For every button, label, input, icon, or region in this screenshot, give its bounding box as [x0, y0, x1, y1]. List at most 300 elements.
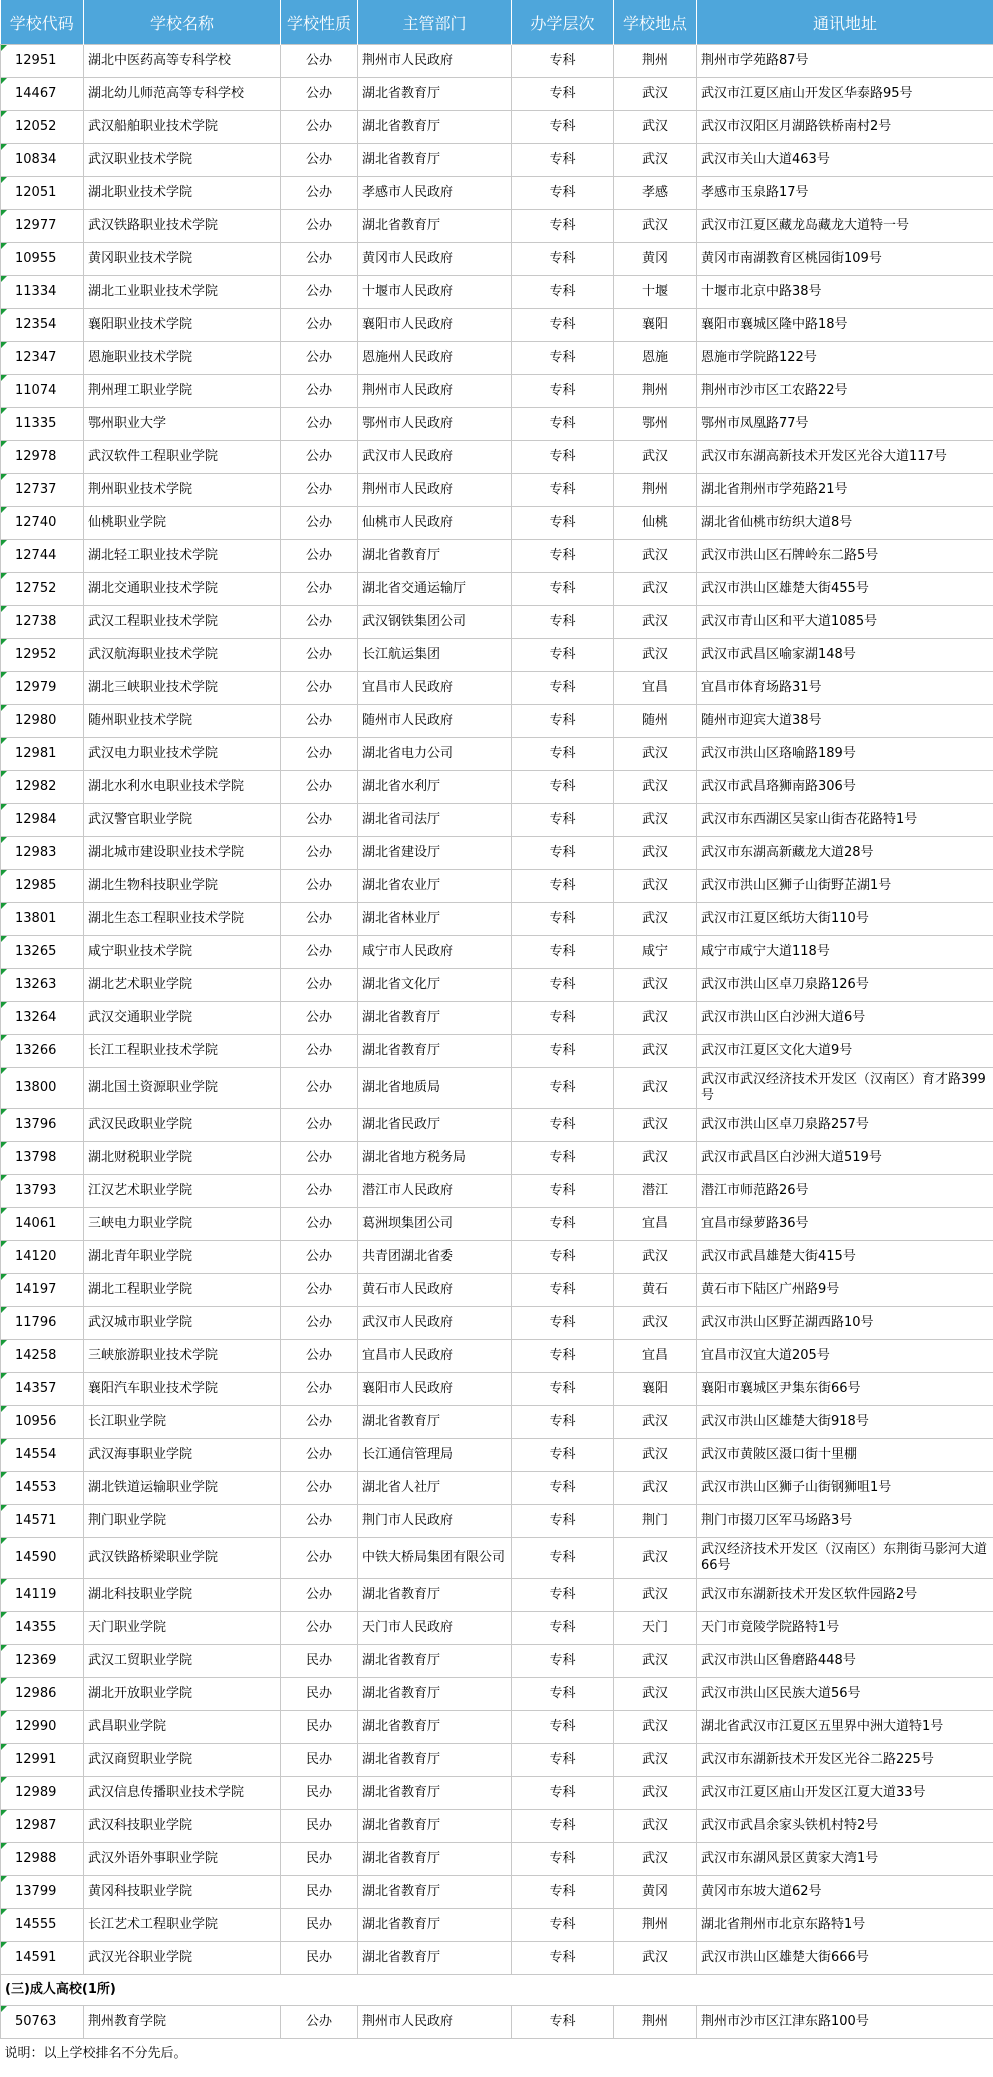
cell-nature: 公办 [281, 1208, 358, 1241]
cell-level: 专科 [512, 1843, 614, 1876]
cell-name: 武昌职业学院 [84, 1711, 281, 1744]
cell-level: 专科 [512, 1678, 614, 1711]
cell-name: 湖北青年职业学院 [84, 1241, 281, 1274]
cell-level: 专科 [512, 804, 614, 837]
cell-location: 武汉 [614, 804, 697, 837]
cell-name: 武汉船舶职业技术学院 [84, 111, 281, 144]
cell-code: 12051 [1, 177, 84, 210]
cell-location: 武汉 [614, 639, 697, 672]
cell-authority: 湖北省教育厅 [358, 1406, 512, 1439]
cell-address: 武汉市东湖高新藏龙大道28号 [697, 837, 993, 870]
table-row [1, 375, 993, 408]
cell-code: 14357 [1, 1373, 84, 1406]
cell-nature: 公办 [281, 1406, 358, 1439]
table-row [1, 1678, 993, 1711]
table-row [1, 540, 993, 573]
cell-name: 湖北艺术职业学院 [84, 969, 281, 1002]
table-row [1, 1373, 993, 1406]
cell-location: 武汉 [614, 1843, 697, 1876]
cell-code: 12980 [1, 705, 84, 738]
cell-nature: 民办 [281, 1909, 358, 1942]
col-header-authority: 主管部门 [358, 0, 512, 45]
cell-address: 湖北省武汉市江夏区五里界中洲大道特1号 [697, 1711, 993, 1744]
cell-location: 武汉 [614, 441, 697, 474]
cell-nature: 公办 [281, 969, 358, 1002]
table-row [1, 1744, 993, 1777]
cell-level: 专科 [512, 1909, 614, 1942]
cell-authority: 湖北省地方税务局 [358, 1142, 512, 1175]
cell-authority: 荆门市人民政府 [358, 1505, 512, 1538]
cell-address: 武汉市江夏区文化大道9号 [697, 1035, 993, 1068]
cell-address: 武汉市武昌雄楚大街415号 [697, 1241, 993, 1274]
cell-code: 14119 [1, 1579, 84, 1612]
cell-code: 13266 [1, 1035, 84, 1068]
cell-location: 武汉 [614, 903, 697, 936]
table-row [1, 276, 993, 309]
col-header-address: 通讯地址 [697, 0, 993, 45]
cell-authority: 湖北省教育厅 [358, 1035, 512, 1068]
cell-name: 襄阳职业技术学院 [84, 309, 281, 342]
cell-address: 武汉市东湖新技术开发区软件园路2号 [697, 1579, 993, 1612]
section-row [1, 1975, 993, 2006]
cell-name: 武汉软件工程职业学院 [84, 441, 281, 474]
cell-level: 专科 [512, 408, 614, 441]
cell-location: 武汉 [614, 1810, 697, 1843]
cell-nature: 公办 [281, 1538, 358, 1579]
cell-level: 专科 [512, 1505, 614, 1538]
cell-nature: 公办 [281, 804, 358, 837]
cell-nature: 公办 [281, 1142, 358, 1175]
cell-address: 武汉市江夏区藏龙岛藏龙大道特一号 [697, 210, 993, 243]
cell-level: 专科 [512, 111, 614, 144]
cell-nature: 公办 [281, 606, 358, 639]
cell-address: 黄冈市东坡大道62号 [697, 1876, 993, 1909]
table-row [1, 1876, 993, 1909]
cell-address: 武汉市武昌珞狮南路306号 [697, 771, 993, 804]
cell-nature: 公办 [281, 45, 358, 78]
cell-level: 专科 [512, 1612, 614, 1645]
cell-authority: 湖北省教育厅 [358, 1909, 512, 1942]
table-row [1, 1274, 993, 1307]
table-header [1, 0, 993, 45]
cell-location: 潜江 [614, 1175, 697, 1208]
cell-level: 专科 [512, 1340, 614, 1373]
cell-address: 荆州市学苑路87号 [697, 45, 993, 78]
cell-level: 专科 [512, 441, 614, 474]
cell-nature: 公办 [281, 738, 358, 771]
cell-address: 荆门市掇刀区军马场路3号 [697, 1505, 993, 1538]
table-row [1, 837, 993, 870]
cell-location: 武汉 [614, 1645, 697, 1678]
cell-location: 武汉 [614, 1307, 697, 1340]
cell-location: 荆州 [614, 2006, 697, 2039]
cell-address: 武汉市东湖风景区黄家大湾1号 [697, 1843, 993, 1876]
cell-location: 武汉 [614, 1109, 697, 1142]
cell-authority: 武汉市人民政府 [358, 1307, 512, 1340]
cell-name: 长江职业学院 [84, 1406, 281, 1439]
cell-name: 武汉光谷职业学院 [84, 1942, 281, 1975]
table-row [1, 309, 993, 342]
cell-nature: 公办 [281, 276, 358, 309]
cell-address: 武汉市洪山区狮子山街钢狮咀1号 [697, 1472, 993, 1505]
cell-nature: 公办 [281, 672, 358, 705]
cell-level: 专科 [512, 1208, 614, 1241]
cell-name: 湖北三峡职业技术学院 [84, 672, 281, 705]
cell-code: 13263 [1, 969, 84, 1002]
cell-location: 武汉 [614, 540, 697, 573]
table-row [1, 1505, 993, 1538]
cell-level: 专科 [512, 639, 614, 672]
cell-authority: 湖北省人社厅 [358, 1472, 512, 1505]
cell-authority: 中铁大桥局集团有限公司 [358, 1538, 512, 1579]
cell-name: 荆州理工职业学院 [84, 375, 281, 408]
cell-nature: 公办 [281, 837, 358, 870]
cell-level: 专科 [512, 1109, 614, 1142]
cell-code: 14061 [1, 1208, 84, 1241]
cell-nature: 民办 [281, 1645, 358, 1678]
cell-location: 十堰 [614, 276, 697, 309]
table-row [1, 1142, 993, 1175]
cell-nature: 公办 [281, 1612, 358, 1645]
cell-code: 13265 [1, 936, 84, 969]
cell-nature: 公办 [281, 342, 358, 375]
cell-code: 13799 [1, 1876, 84, 1909]
cell-name: 随州职业技术学院 [84, 705, 281, 738]
cell-name: 武汉铁路桥梁职业学院 [84, 1538, 281, 1579]
cell-authority: 湖北省教育厅 [358, 1810, 512, 1843]
footnote: 说明：以上学校排名不分先后。 [4, 2046, 187, 2061]
col-header-level: 办学层次 [512, 0, 614, 45]
cell-address: 武汉市东湖高新技术开发区光谷大道117号 [697, 441, 993, 474]
cell-code: 12977 [1, 210, 84, 243]
cell-authority: 鄂州市人民政府 [358, 408, 512, 441]
cell-level: 专科 [512, 1439, 614, 1472]
table-row [1, 705, 993, 738]
cell-level: 专科 [512, 903, 614, 936]
table-row [1, 45, 993, 78]
cell-authority: 湖北省民政厅 [358, 1109, 512, 1142]
cell-code: 12369 [1, 1645, 84, 1678]
cell-name: 湖北交通职业技术学院 [84, 573, 281, 606]
cell-name: 武汉民政职业学院 [84, 1109, 281, 1142]
cell-location: 鄂州 [614, 408, 697, 441]
cell-name: 湖北开放职业学院 [84, 1678, 281, 1711]
cell-nature: 公办 [281, 1579, 358, 1612]
cell-location: 武汉 [614, 738, 697, 771]
table-row [1, 1208, 993, 1241]
cell-location: 武汉 [614, 1035, 697, 1068]
cell-address: 武汉市洪山区鲁磨路448号 [697, 1645, 993, 1678]
cell-authority: 十堰市人民政府 [358, 276, 512, 309]
cell-location: 荆门 [614, 1505, 697, 1538]
cell-level: 专科 [512, 1942, 614, 1975]
cell-name: 江汉艺术职业学院 [84, 1175, 281, 1208]
cell-code: 12979 [1, 672, 84, 705]
cell-code: 14258 [1, 1340, 84, 1373]
cell-code: 14553 [1, 1472, 84, 1505]
cell-location: 黄冈 [614, 243, 697, 276]
table-row [1, 903, 993, 936]
cell-nature: 公办 [281, 243, 358, 276]
cell-name: 三峡旅游职业技术学院 [84, 1340, 281, 1373]
cell-address: 武汉市关山大道463号 [697, 144, 993, 177]
cell-nature: 公办 [281, 78, 358, 111]
cell-location: 武汉 [614, 1711, 697, 1744]
cell-nature: 公办 [281, 441, 358, 474]
cell-nature: 公办 [281, 540, 358, 573]
cell-address: 孝感市玉泉路17号 [697, 177, 993, 210]
cell-address: 武汉市洪山区野芷湖西路10号 [697, 1307, 993, 1340]
cell-location: 恩施 [614, 342, 697, 375]
table-row [1, 210, 993, 243]
cell-code: 12986 [1, 1678, 84, 1711]
cell-address: 武汉市洪山区卓刀泉路257号 [697, 1109, 993, 1142]
cell-nature: 公办 [281, 870, 358, 903]
cell-location: 武汉 [614, 1579, 697, 1612]
cell-location: 武汉 [614, 1241, 697, 1274]
table-row [1, 1307, 993, 1340]
cell-name: 湖北科技职业学院 [84, 1579, 281, 1612]
cell-code: 12740 [1, 507, 84, 540]
cell-authority: 湖北省教育厅 [358, 78, 512, 111]
cell-authority: 黄冈市人民政府 [358, 243, 512, 276]
col-header-code: 学校代码 [1, 0, 84, 45]
cell-nature: 民办 [281, 1942, 358, 1975]
cell-location: 宜昌 [614, 1208, 697, 1241]
cell-address: 武汉市武昌区白沙洲大道519号 [697, 1142, 993, 1175]
cell-level: 专科 [512, 375, 614, 408]
cell-location: 天门 [614, 1612, 697, 1645]
cell-code: 12984 [1, 804, 84, 837]
cell-name: 武汉铁路职业技术学院 [84, 210, 281, 243]
cell-nature: 公办 [281, 1241, 358, 1274]
table-row [1, 1645, 993, 1678]
cell-nature: 公办 [281, 474, 358, 507]
cell-code: 13796 [1, 1109, 84, 1142]
table-row [1, 969, 993, 1002]
cell-level: 专科 [512, 969, 614, 1002]
table-row [1, 2006, 993, 2039]
cell-nature: 公办 [281, 1505, 358, 1538]
cell-name: 咸宁职业技术学院 [84, 936, 281, 969]
cell-level: 专科 [512, 78, 614, 111]
table-row [1, 1579, 993, 1612]
cell-name: 湖北工业职业技术学院 [84, 276, 281, 309]
cell-code: 11074 [1, 375, 84, 408]
cell-nature: 公办 [281, 144, 358, 177]
table-row [1, 1942, 993, 1975]
cell-name: 武汉航海职业技术学院 [84, 639, 281, 672]
cell-address: 襄阳市襄城区隆中路18号 [697, 309, 993, 342]
cell-authority: 荆州市人民政府 [358, 474, 512, 507]
cell-authority: 潜江市人民政府 [358, 1175, 512, 1208]
cell-authority: 湖北省教育厅 [358, 1678, 512, 1711]
table-row [1, 771, 993, 804]
cell-location: 武汉 [614, 606, 697, 639]
cell-authority: 长江通信管理局 [358, 1439, 512, 1472]
cell-nature: 民办 [281, 1777, 358, 1810]
cell-nature: 民办 [281, 1744, 358, 1777]
cell-nature: 民办 [281, 1810, 358, 1843]
cell-authority: 湖北省文化厅 [358, 969, 512, 1002]
cell-code: 12989 [1, 1777, 84, 1810]
table-row [1, 672, 993, 705]
cell-code: 12991 [1, 1744, 84, 1777]
cell-level: 专科 [512, 507, 614, 540]
cell-address: 武汉经济技术开发区（汉南区）东荆街马影河大道66号 [697, 1538, 993, 1579]
cell-name: 荆州教育学院 [84, 2006, 281, 2039]
cell-nature: 公办 [281, 1274, 358, 1307]
cell-name: 武汉警官职业学院 [84, 804, 281, 837]
table-row [1, 1406, 993, 1439]
cell-name: 武汉科技职业学院 [84, 1810, 281, 1843]
cell-address: 武汉市洪山区雄楚大街918号 [697, 1406, 993, 1439]
col-header-name: 学校名称 [84, 0, 281, 45]
cell-level: 专科 [512, 1711, 614, 1744]
cell-name: 湖北幼儿师范高等专科学校 [84, 78, 281, 111]
cell-nature: 公办 [281, 936, 358, 969]
cell-location: 咸宁 [614, 936, 697, 969]
cell-name: 仙桃职业学院 [84, 507, 281, 540]
cell-code: 10834 [1, 144, 84, 177]
cell-location: 武汉 [614, 1002, 697, 1035]
cell-code: 12354 [1, 309, 84, 342]
cell-location: 武汉 [614, 771, 697, 804]
cell-address: 黄冈市南湖教育区桃园街109号 [697, 243, 993, 276]
cell-address: 十堰市北京中路38号 [697, 276, 993, 309]
cell-address: 武汉市洪山区卓刀泉路126号 [697, 969, 993, 1002]
cell-code: 11334 [1, 276, 84, 309]
col-header-nature: 学校性质 [281, 0, 358, 45]
cell-nature: 公办 [281, 507, 358, 540]
cell-authority: 襄阳市人民政府 [358, 309, 512, 342]
table-row [1, 804, 993, 837]
cell-authority: 武汉钢铁集团公司 [358, 606, 512, 639]
table-row [1, 243, 993, 276]
cell-nature: 公办 [281, 1068, 358, 1109]
cell-level: 专科 [512, 771, 614, 804]
cell-address: 湖北省仙桃市纺织大道8号 [697, 507, 993, 540]
cell-authority: 湖北省交通运输厅 [358, 573, 512, 606]
cell-address: 湖北省荆州市学苑路21号 [697, 474, 993, 507]
table-row [1, 870, 993, 903]
cell-name: 湖北水利水电职业技术学院 [84, 771, 281, 804]
cell-authority: 仙桃市人民政府 [358, 507, 512, 540]
cell-authority: 长江航运集团 [358, 639, 512, 672]
cell-authority: 湖北省教育厅 [358, 1579, 512, 1612]
table-row [1, 78, 993, 111]
cell-name: 湖北铁道运输职业学院 [84, 1472, 281, 1505]
cell-authority: 襄阳市人民政府 [358, 1373, 512, 1406]
cell-level: 专科 [512, 738, 614, 771]
cell-code: 10955 [1, 243, 84, 276]
cell-code: 50763 [1, 2006, 84, 2039]
cell-authority: 湖北省地质局 [358, 1068, 512, 1109]
cell-level: 专科 [512, 1876, 614, 1909]
cell-address: 武汉市黄陂区滠口街十里棚 [697, 1439, 993, 1472]
cell-level: 专科 [512, 276, 614, 309]
cell-location: 武汉 [614, 1406, 697, 1439]
cell-nature: 民办 [281, 1876, 358, 1909]
cell-location: 襄阳 [614, 1373, 697, 1406]
cell-authority: 湖北省教育厅 [358, 540, 512, 573]
cell-authority: 湖北省教育厅 [358, 1711, 512, 1744]
cell-code: 12347 [1, 342, 84, 375]
cell-address: 武汉市武昌区喻家湖148号 [697, 639, 993, 672]
cell-name: 武汉外语外事职业学院 [84, 1843, 281, 1876]
table-row [1, 441, 993, 474]
cell-level: 专科 [512, 1035, 614, 1068]
cell-location: 荆州 [614, 375, 697, 408]
table-row [1, 1777, 993, 1810]
cell-location: 武汉 [614, 969, 697, 1002]
cell-location: 黄冈 [614, 1876, 697, 1909]
cell-address: 武汉市武汉经济技术开发区（汉南区）育才路399号 [697, 1068, 993, 1109]
cell-address: 武汉市江夏区纸坊大街110号 [697, 903, 993, 936]
cell-name: 湖北城市建设职业技术学院 [84, 837, 281, 870]
table-row [1, 408, 993, 441]
cell-code: 12990 [1, 1711, 84, 1744]
cell-authority: 湖北省建设厅 [358, 837, 512, 870]
cell-location: 武汉 [614, 111, 697, 144]
table-row [1, 936, 993, 969]
cell-level: 专科 [512, 1645, 614, 1678]
cell-code: 12988 [1, 1843, 84, 1876]
cell-code: 12738 [1, 606, 84, 639]
cell-address: 恩施市学院路122号 [697, 342, 993, 375]
cell-address: 武汉市东湖新技术开发区光谷二路225号 [697, 1744, 993, 1777]
cell-authority: 湖北省教育厅 [358, 111, 512, 144]
cell-name: 黄冈职业技术学院 [84, 243, 281, 276]
cell-authority: 宜昌市人民政府 [358, 672, 512, 705]
table-row [1, 342, 993, 375]
cell-code: 14197 [1, 1274, 84, 1307]
table-row [1, 474, 993, 507]
cell-level: 专科 [512, 309, 614, 342]
cell-nature: 公办 [281, 639, 358, 672]
cell-location: 武汉 [614, 1678, 697, 1711]
cell-code: 12952 [1, 639, 84, 672]
cell-name: 武汉城市职业学院 [84, 1307, 281, 1340]
table-row [1, 1241, 993, 1274]
cell-level: 专科 [512, 870, 614, 903]
cell-name: 湖北工程职业学院 [84, 1274, 281, 1307]
cell-code: 10956 [1, 1406, 84, 1439]
cell-location: 宜昌 [614, 672, 697, 705]
table-row [1, 639, 993, 672]
cell-authority: 湖北省教育厅 [358, 210, 512, 243]
table-row [1, 1439, 993, 1472]
table-row [1, 573, 993, 606]
cell-address: 随州市迎宾大道38号 [697, 705, 993, 738]
cell-code: 12983 [1, 837, 84, 870]
cell-address: 咸宁市咸宁大道118号 [697, 936, 993, 969]
cell-address: 宜昌市体育场路31号 [697, 672, 993, 705]
table-body [1, 45, 993, 2070]
cell-code: 11796 [1, 1307, 84, 1340]
cell-nature: 公办 [281, 1439, 358, 1472]
cell-location: 宜昌 [614, 1340, 697, 1373]
cell-authority: 共青团湖北省委 [358, 1241, 512, 1274]
cell-name: 湖北轻工职业技术学院 [84, 540, 281, 573]
cell-authority: 葛洲坝集团公司 [358, 1208, 512, 1241]
cell-address: 武汉市洪山区珞喻路189号 [697, 738, 993, 771]
cell-nature: 公办 [281, 375, 358, 408]
cell-address: 武汉市洪山区雄楚大街666号 [697, 1942, 993, 1975]
cell-nature: 公办 [281, 177, 358, 210]
cell-nature: 公办 [281, 573, 358, 606]
cell-level: 专科 [512, 177, 614, 210]
